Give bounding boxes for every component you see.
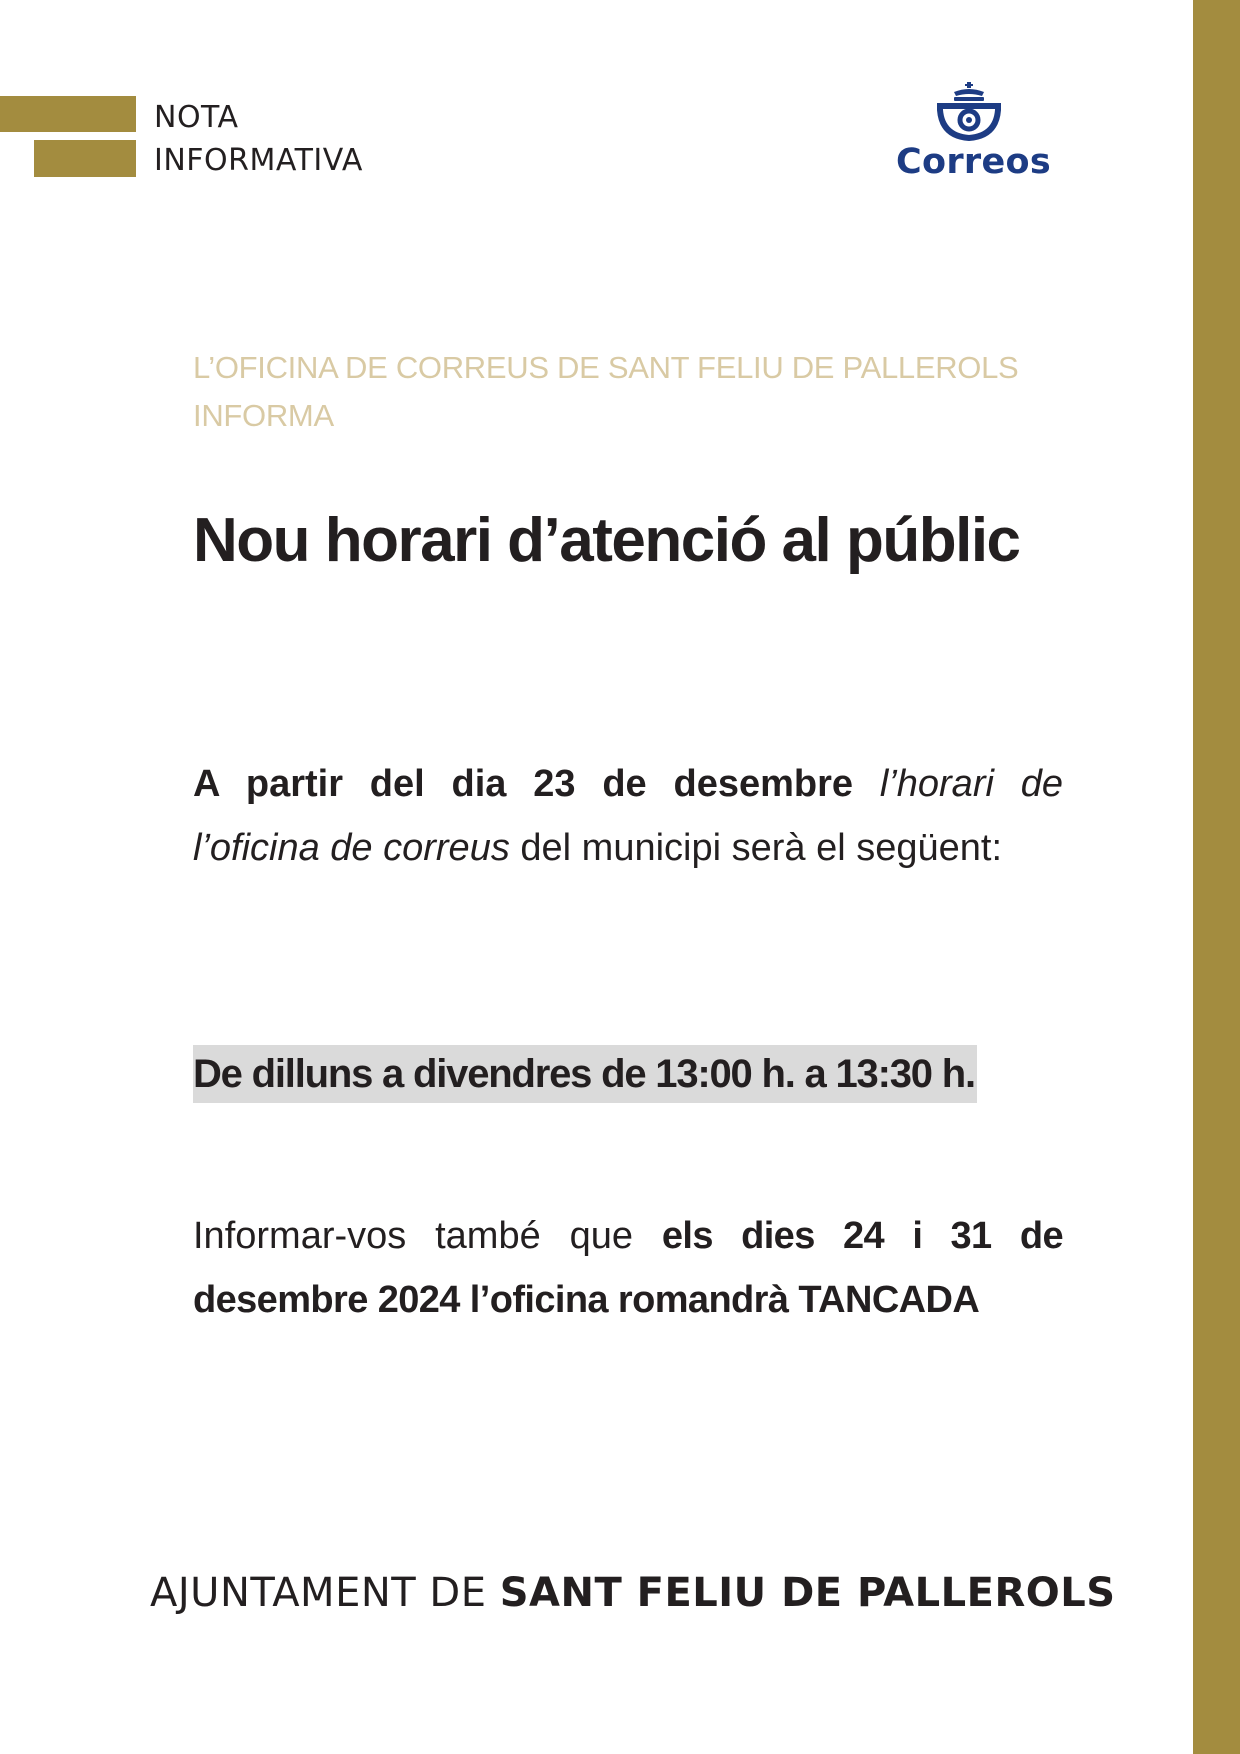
closure-intro: Informar-vos també que — [193, 1215, 633, 1257]
header-accent-bar-top — [0, 96, 136, 132]
closure-dates-bold: els dies 24 i 31 de desembre 2024 l’oficina romandrà TANCADA — [193, 1215, 1063, 1321]
right-accent-bar — [1193, 0, 1240, 1754]
intro-date-bold: A partir del dia 23 de desembre — [193, 763, 854, 805]
schedule-highlight: De dilluns a divendres de 13:00 h. a 13:30 h. — [193, 1045, 977, 1103]
intro-rest: del municipi serà el següent: — [520, 827, 1002, 869]
kicker-line-1: L’OFICINA DE CORREUS DE SANT FELIU DE PALLEROLS — [193, 350, 1019, 385]
nota-informativa-label — [154, 96, 363, 182]
header-accent-bar-bottom — [34, 140, 136, 177]
schedule-intro-paragraph — [193, 752, 1063, 880]
kicker-line-2: INFORMA — [193, 398, 334, 433]
correos-logo — [896, 82, 1051, 186]
intro-italic: l’horari de l’oficina de correus — [193, 763, 1063, 869]
page-title: Nou horari d’atenció al públic — [193, 506, 1020, 575]
correos-post-horn-crown-icon — [934, 82, 1004, 146]
nota-line-2: INFORMATIVA — [154, 143, 363, 178]
closure-paragraph — [193, 1204, 1063, 1332]
correos-wordmark: Correos — [896, 142, 1051, 182]
footer-municipality — [150, 1570, 1116, 1616]
footer-light: AJUNTAMENT DE — [150, 1570, 487, 1616]
nota-line-1: NOTA — [154, 100, 239, 135]
footer-bold: SANT FELIU DE PALLEROLS — [499, 1570, 1116, 1616]
office-informs-heading — [193, 344, 1073, 440]
